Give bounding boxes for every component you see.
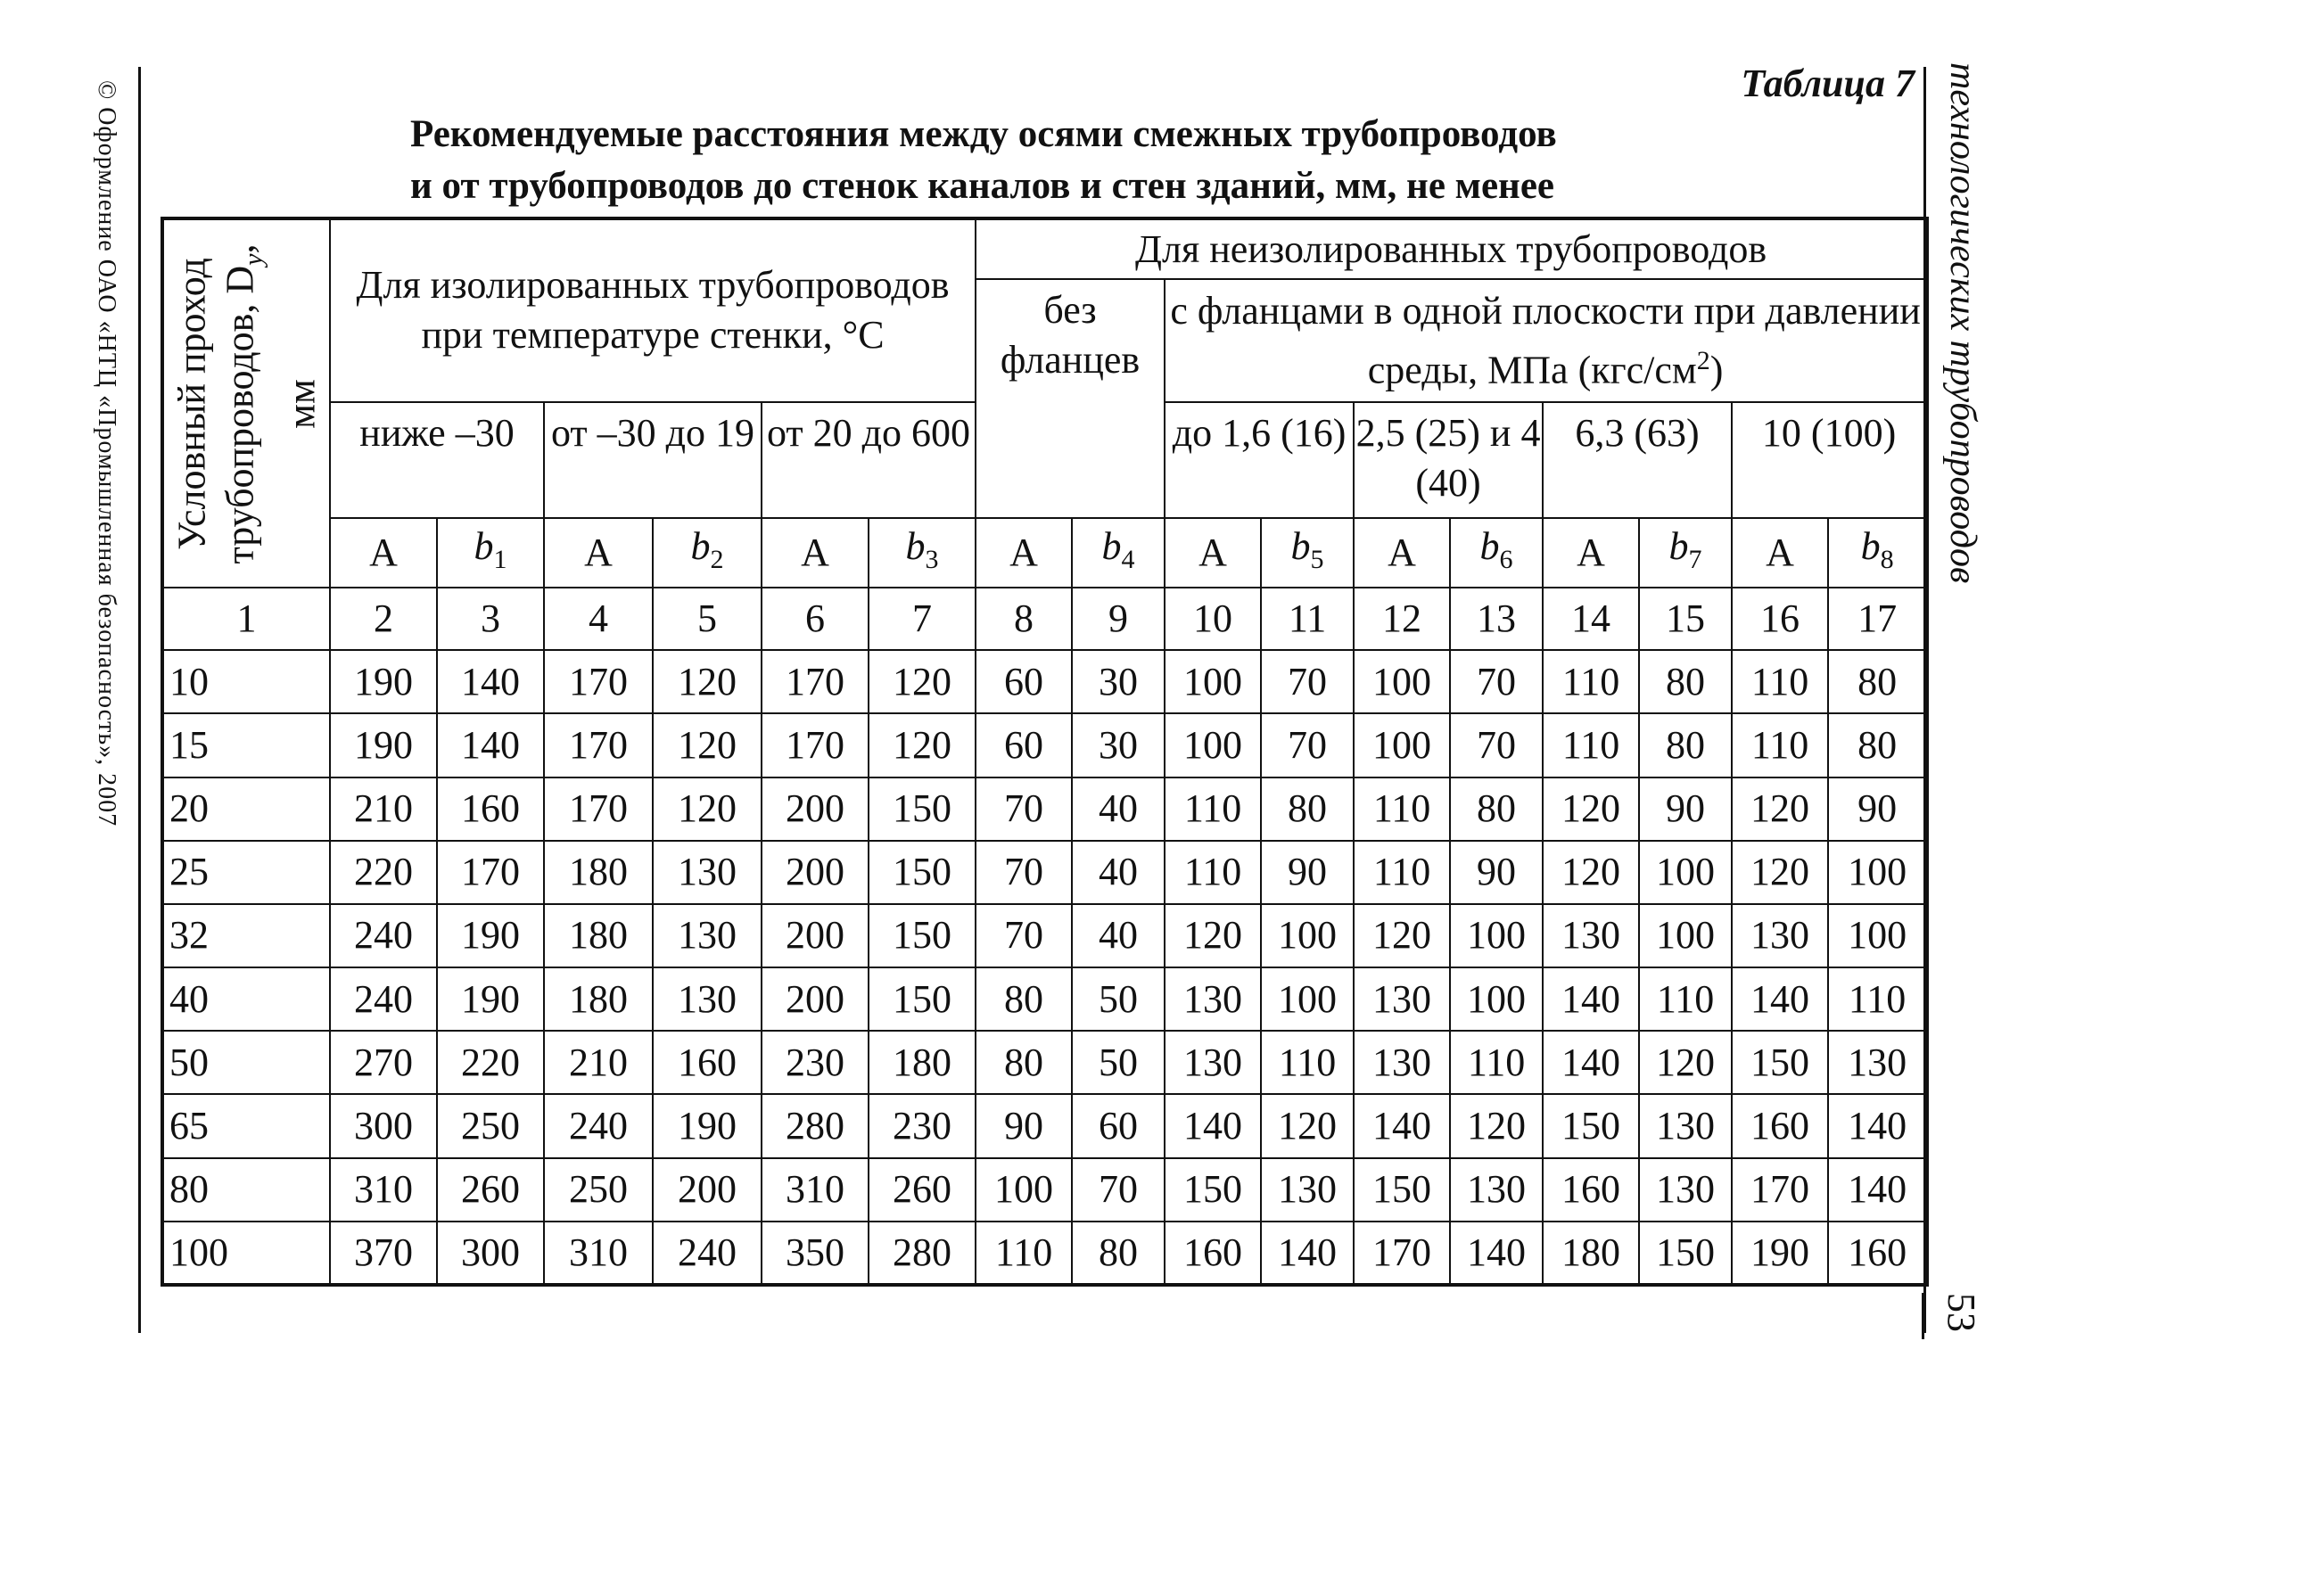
value-cell: 80 — [976, 1031, 1072, 1094]
value-cell: 120 — [1732, 777, 1828, 841]
value-cell: 130 — [1165, 967, 1261, 1031]
value-cell: 130 — [1732, 904, 1828, 967]
table-row — [162, 777, 1927, 841]
value-cell: 110 — [1165, 841, 1261, 904]
value-cell: 200 — [653, 1158, 762, 1222]
value-cell: 210 — [330, 777, 437, 841]
value-cell: 60 — [1072, 1094, 1165, 1157]
value-cell: 80 — [1261, 777, 1354, 841]
column-number: 4 — [544, 588, 653, 650]
value-cell: 110 — [1165, 777, 1261, 841]
value-cell: 120 — [653, 650, 762, 713]
value-cell: 100 — [1165, 650, 1261, 713]
table-label: Таблица 7 — [1741, 62, 1915, 105]
value-cell: 370 — [330, 1222, 437, 1285]
sub-header-b: $b_2$ — [653, 518, 762, 588]
value-cell: 130 — [1354, 967, 1450, 1031]
value-cell: 260 — [869, 1158, 976, 1222]
value-cell: 130 — [1828, 1031, 1927, 1094]
value-cell: 170 — [1732, 1158, 1828, 1222]
sub-header-a: A — [1354, 518, 1450, 588]
column-number: 2 — [330, 588, 437, 650]
value-cell: 120 — [1732, 841, 1828, 904]
value-cell: 110 — [1354, 777, 1450, 841]
value-cell: 350 — [762, 1222, 869, 1285]
value-cell: 160 — [653, 1031, 762, 1094]
value-cell: 300 — [330, 1094, 437, 1157]
running-title: технологических трубопроводов — [1942, 62, 1983, 584]
table-row — [162, 1158, 1927, 1222]
value-cell: 160 — [1543, 1158, 1639, 1222]
column-number: 6 — [762, 588, 869, 650]
value-cell: 190 — [330, 713, 437, 777]
value-cell: 190 — [1732, 1222, 1828, 1285]
value-cell: 230 — [762, 1031, 869, 1094]
value-cell: 140 — [1261, 1222, 1354, 1285]
diameter-cell: 80 — [162, 1158, 330, 1222]
sub-header-a: A — [762, 518, 869, 588]
sub-header-a: A — [1165, 518, 1261, 588]
value-cell: 130 — [1450, 1158, 1543, 1222]
value-cell: 120 — [869, 650, 976, 713]
value-cell: 170 — [762, 713, 869, 777]
uninsulated-group-header: Для неизолированных трубопроводов — [976, 218, 1927, 279]
value-cell: 240 — [544, 1094, 653, 1157]
value-cell: 100 — [1261, 967, 1354, 1031]
column-number-row — [162, 588, 1927, 650]
value-cell: 160 — [1828, 1222, 1927, 1285]
value-cell: 90 — [1261, 841, 1354, 904]
value-cell: 250 — [437, 1094, 544, 1157]
caption-line-1: Рекомендуемые расстояния между осями смежных трубопроводов — [410, 113, 1557, 155]
value-cell: 140 — [1354, 1094, 1450, 1157]
value-cell: 100 — [1450, 904, 1543, 967]
table-row — [162, 1094, 1927, 1157]
value-cell: 120 — [1543, 841, 1639, 904]
value-cell: 310 — [762, 1158, 869, 1222]
value-cell: 220 — [330, 841, 437, 904]
column-number: 9 — [1072, 588, 1165, 650]
left-margin — [0, 0, 152, 1337]
value-cell: 150 — [1543, 1094, 1639, 1157]
value-cell: 240 — [330, 967, 437, 1031]
column-number: 14 — [1543, 588, 1639, 650]
value-cell: 130 — [653, 841, 762, 904]
value-cell: 180 — [1543, 1222, 1639, 1285]
value-cell: 130 — [1261, 1158, 1354, 1222]
table-body — [162, 218, 1927, 1285]
value-cell: 120 — [1354, 904, 1450, 967]
sub-header-a: A — [544, 518, 653, 588]
table-caption — [410, 109, 1694, 212]
value-cell: 150 — [1732, 1031, 1828, 1094]
table-row — [162, 967, 1927, 1031]
value-cell: 90 — [976, 1094, 1072, 1157]
value-cell: 140 — [1450, 1222, 1543, 1285]
value-cell: 70 — [1450, 713, 1543, 777]
value-cell: 150 — [869, 841, 976, 904]
value-cell: 260 — [437, 1158, 544, 1222]
value-cell: 120 — [1543, 777, 1639, 841]
value-cell: 110 — [976, 1222, 1072, 1285]
value-cell: 190 — [653, 1094, 762, 1157]
value-cell: 100 — [976, 1158, 1072, 1222]
value-cell: 100 — [1354, 650, 1450, 713]
value-cell: 130 — [1354, 1031, 1450, 1094]
page-number: 53 — [1940, 1293, 1983, 1332]
sub-header-b: $b_4$ — [1072, 518, 1165, 588]
value-cell: 100 — [1828, 841, 1927, 904]
value-cell: 110 — [1828, 967, 1927, 1031]
column-number: 8 — [976, 588, 1072, 650]
value-cell: 140 — [437, 650, 544, 713]
value-cell: 30 — [1072, 650, 1165, 713]
value-cell: 230 — [869, 1094, 976, 1157]
temp-range-header: от 20 до 600 — [762, 402, 976, 518]
value-cell: 200 — [762, 904, 869, 967]
diameter-cell: 100 — [162, 1222, 330, 1285]
value-cell: 170 — [437, 841, 544, 904]
column-number: 15 — [1639, 588, 1732, 650]
table-row — [162, 904, 1927, 967]
diameter-cell: 25 — [162, 841, 330, 904]
sub-header-b: $b_7$ — [1639, 518, 1732, 588]
table-row — [162, 1031, 1927, 1094]
sub-header-a: A — [1732, 518, 1828, 588]
diameter-cell: 15 — [162, 713, 330, 777]
diameter-cell: 65 — [162, 1094, 330, 1157]
diameter-cell: 40 — [162, 967, 330, 1031]
insulated-group-header: Для изолированных трубопроводов при температуре стенки, °С — [330, 218, 976, 402]
table-row — [162, 1222, 1927, 1285]
value-cell: 190 — [437, 904, 544, 967]
row-header-cell — [162, 218, 330, 588]
value-cell: 180 — [544, 967, 653, 1031]
value-cell: 70 — [1072, 1158, 1165, 1222]
value-cell: 190 — [437, 967, 544, 1031]
table-row — [162, 841, 1927, 904]
value-cell: 70 — [976, 777, 1072, 841]
value-cell: 140 — [1165, 1094, 1261, 1157]
value-cell: 80 — [1828, 713, 1927, 777]
value-cell: 150 — [869, 777, 976, 841]
value-cell: 50 — [1072, 1031, 1165, 1094]
value-cell: 280 — [762, 1094, 869, 1157]
value-cell: 310 — [544, 1222, 653, 1285]
diameter-cell: 10 — [162, 650, 330, 713]
pressure-header: 2,5 (25) и 4 (40) — [1354, 402, 1543, 518]
value-cell: 90 — [1639, 777, 1732, 841]
value-cell: 190 — [330, 650, 437, 713]
value-cell: 80 — [1450, 777, 1543, 841]
value-cell: 280 — [869, 1222, 976, 1285]
value-cell: 200 — [762, 841, 869, 904]
column-number: 10 — [1165, 588, 1261, 650]
column-number: 12 — [1354, 588, 1450, 650]
value-cell: 170 — [544, 713, 653, 777]
value-cell: 160 — [1732, 1094, 1828, 1157]
data-table — [161, 217, 1929, 1287]
value-cell: 140 — [437, 713, 544, 777]
value-cell: 30 — [1072, 713, 1165, 777]
value-cell: 160 — [437, 777, 544, 841]
temp-range-header: ниже –30 — [330, 402, 544, 518]
value-cell: 140 — [1543, 967, 1639, 1031]
copyright-note: © Оформление ОАО «НТЦ «Промышленная безопасность», 2007 — [93, 80, 120, 827]
column-number: 11 — [1261, 588, 1354, 650]
value-cell: 170 — [544, 777, 653, 841]
row-header-text: Условный проход трубопроводов, $D_у$, мм — [169, 243, 323, 564]
value-cell: 110 — [1354, 841, 1450, 904]
value-cell: 140 — [1732, 967, 1828, 1031]
value-cell: 110 — [1543, 650, 1639, 713]
value-cell: 110 — [1261, 1031, 1354, 1094]
value-cell: 90 — [1450, 841, 1543, 904]
sub-header-b: $b_6$ — [1450, 518, 1543, 588]
column-number: 3 — [437, 588, 544, 650]
value-cell: 60 — [976, 650, 1072, 713]
value-cell: 150 — [869, 967, 976, 1031]
value-cell: 110 — [1639, 967, 1732, 1031]
value-cell: 240 — [330, 904, 437, 967]
column-number: 13 — [1450, 588, 1543, 650]
page-number-rule — [1922, 1293, 1924, 1339]
value-cell: 300 — [437, 1222, 544, 1285]
value-cell: 110 — [1732, 713, 1828, 777]
value-cell: 170 — [1354, 1222, 1450, 1285]
value-cell: 150 — [1639, 1222, 1732, 1285]
value-cell: 120 — [1450, 1094, 1543, 1157]
value-cell: 100 — [1639, 904, 1732, 967]
value-cell: 110 — [1732, 650, 1828, 713]
flanges-group-header: с фланцами в одной плоскости при давлении среды, МПа $(кгс/см^2)$ — [1165, 279, 1927, 401]
pressure-header: 10 (100) — [1732, 402, 1927, 518]
left-margin-rule — [138, 67, 141, 1333]
value-cell: 40 — [1072, 777, 1165, 841]
value-cell: 110 — [1543, 713, 1639, 777]
caption-line-2: и от трубопроводов до стенок каналов и стен зданий, мм, не менее — [410, 165, 1554, 207]
value-cell: 210 — [544, 1031, 653, 1094]
sub-header-b: $b_1$ — [437, 518, 544, 588]
value-cell: 80 — [976, 967, 1072, 1031]
value-cell: 270 — [330, 1031, 437, 1094]
value-cell: 200 — [762, 967, 869, 1031]
table-row — [162, 650, 1927, 713]
value-cell: 100 — [1828, 904, 1927, 967]
diameter-cell: 20 — [162, 777, 330, 841]
value-cell: 100 — [1165, 713, 1261, 777]
value-cell: 80 — [1639, 650, 1732, 713]
value-cell: 120 — [653, 713, 762, 777]
value-cell: 120 — [1261, 1094, 1354, 1157]
column-number: 7 — [869, 588, 976, 650]
value-cell: 70 — [1261, 713, 1354, 777]
value-cell: 140 — [1828, 1094, 1927, 1157]
column-number: 17 — [1828, 588, 1927, 650]
value-cell: 40 — [1072, 904, 1165, 967]
pressure-header: 6,3 (63) — [1543, 402, 1732, 518]
header-row-1 — [162, 218, 1927, 279]
diameter-cell: 32 — [162, 904, 330, 967]
value-cell: 70 — [976, 841, 1072, 904]
value-cell: 130 — [1639, 1094, 1732, 1157]
value-cell: 140 — [1543, 1031, 1639, 1094]
column-number: 16 — [1732, 588, 1828, 650]
column-number: 5 — [653, 588, 762, 650]
value-cell: 150 — [1165, 1158, 1261, 1222]
sub-header-b: $b_8$ — [1828, 518, 1927, 588]
value-cell: 140 — [1828, 1158, 1927, 1222]
sub-header-a: A — [976, 518, 1072, 588]
value-cell: 80 — [1828, 650, 1927, 713]
value-cell: 100 — [1639, 841, 1732, 904]
header-row-4 — [162, 518, 1927, 588]
value-cell: 100 — [1354, 713, 1450, 777]
value-cell: 100 — [1450, 967, 1543, 1031]
value-cell: 120 — [653, 777, 762, 841]
value-cell: 180 — [869, 1031, 976, 1094]
value-cell: 180 — [544, 841, 653, 904]
value-cell: 100 — [1261, 904, 1354, 967]
value-cell: 70 — [1450, 650, 1543, 713]
value-cell: 160 — [1165, 1222, 1261, 1285]
value-cell: 220 — [437, 1031, 544, 1094]
value-cell: 180 — [544, 904, 653, 967]
diameter-cell: 50 — [162, 1031, 330, 1094]
value-cell: 120 — [1165, 904, 1261, 967]
value-cell: 40 — [1072, 841, 1165, 904]
temp-range-header: от –30 до 19 — [544, 402, 762, 518]
value-cell: 130 — [653, 904, 762, 967]
table-row — [162, 713, 1927, 777]
sub-header-a: A — [1543, 518, 1639, 588]
sub-header-b: $b_3$ — [869, 518, 976, 588]
value-cell: 120 — [1639, 1031, 1732, 1094]
value-cell: 120 — [869, 713, 976, 777]
value-cell: 70 — [976, 904, 1072, 967]
value-cell: 90 — [1828, 777, 1927, 841]
value-cell: 130 — [1543, 904, 1639, 967]
value-cell: 70 — [1261, 650, 1354, 713]
value-cell: 80 — [1639, 713, 1732, 777]
value-cell: 200 — [762, 777, 869, 841]
value-cell: 80 — [1072, 1222, 1165, 1285]
sub-header-b: $b_5$ — [1261, 518, 1354, 588]
value-cell: 150 — [869, 904, 976, 967]
value-cell: 60 — [976, 713, 1072, 777]
value-cell: 170 — [762, 650, 869, 713]
value-cell: 310 — [330, 1158, 437, 1222]
value-cell: 130 — [653, 967, 762, 1031]
pressure-header: до 1,6 (16) — [1165, 402, 1354, 518]
value-cell: 250 — [544, 1158, 653, 1222]
value-cell: 130 — [1165, 1031, 1261, 1094]
sub-header-a: A — [330, 518, 437, 588]
no-flanges-header: без фланцев — [976, 279, 1165, 518]
value-cell: 110 — [1450, 1031, 1543, 1094]
column-number: 1 — [162, 588, 330, 650]
value-cell: 150 — [1354, 1158, 1450, 1222]
value-cell: 50 — [1072, 967, 1165, 1031]
value-cell: 240 — [653, 1222, 762, 1285]
value-cell: 170 — [544, 650, 653, 713]
value-cell: 130 — [1639, 1158, 1732, 1222]
